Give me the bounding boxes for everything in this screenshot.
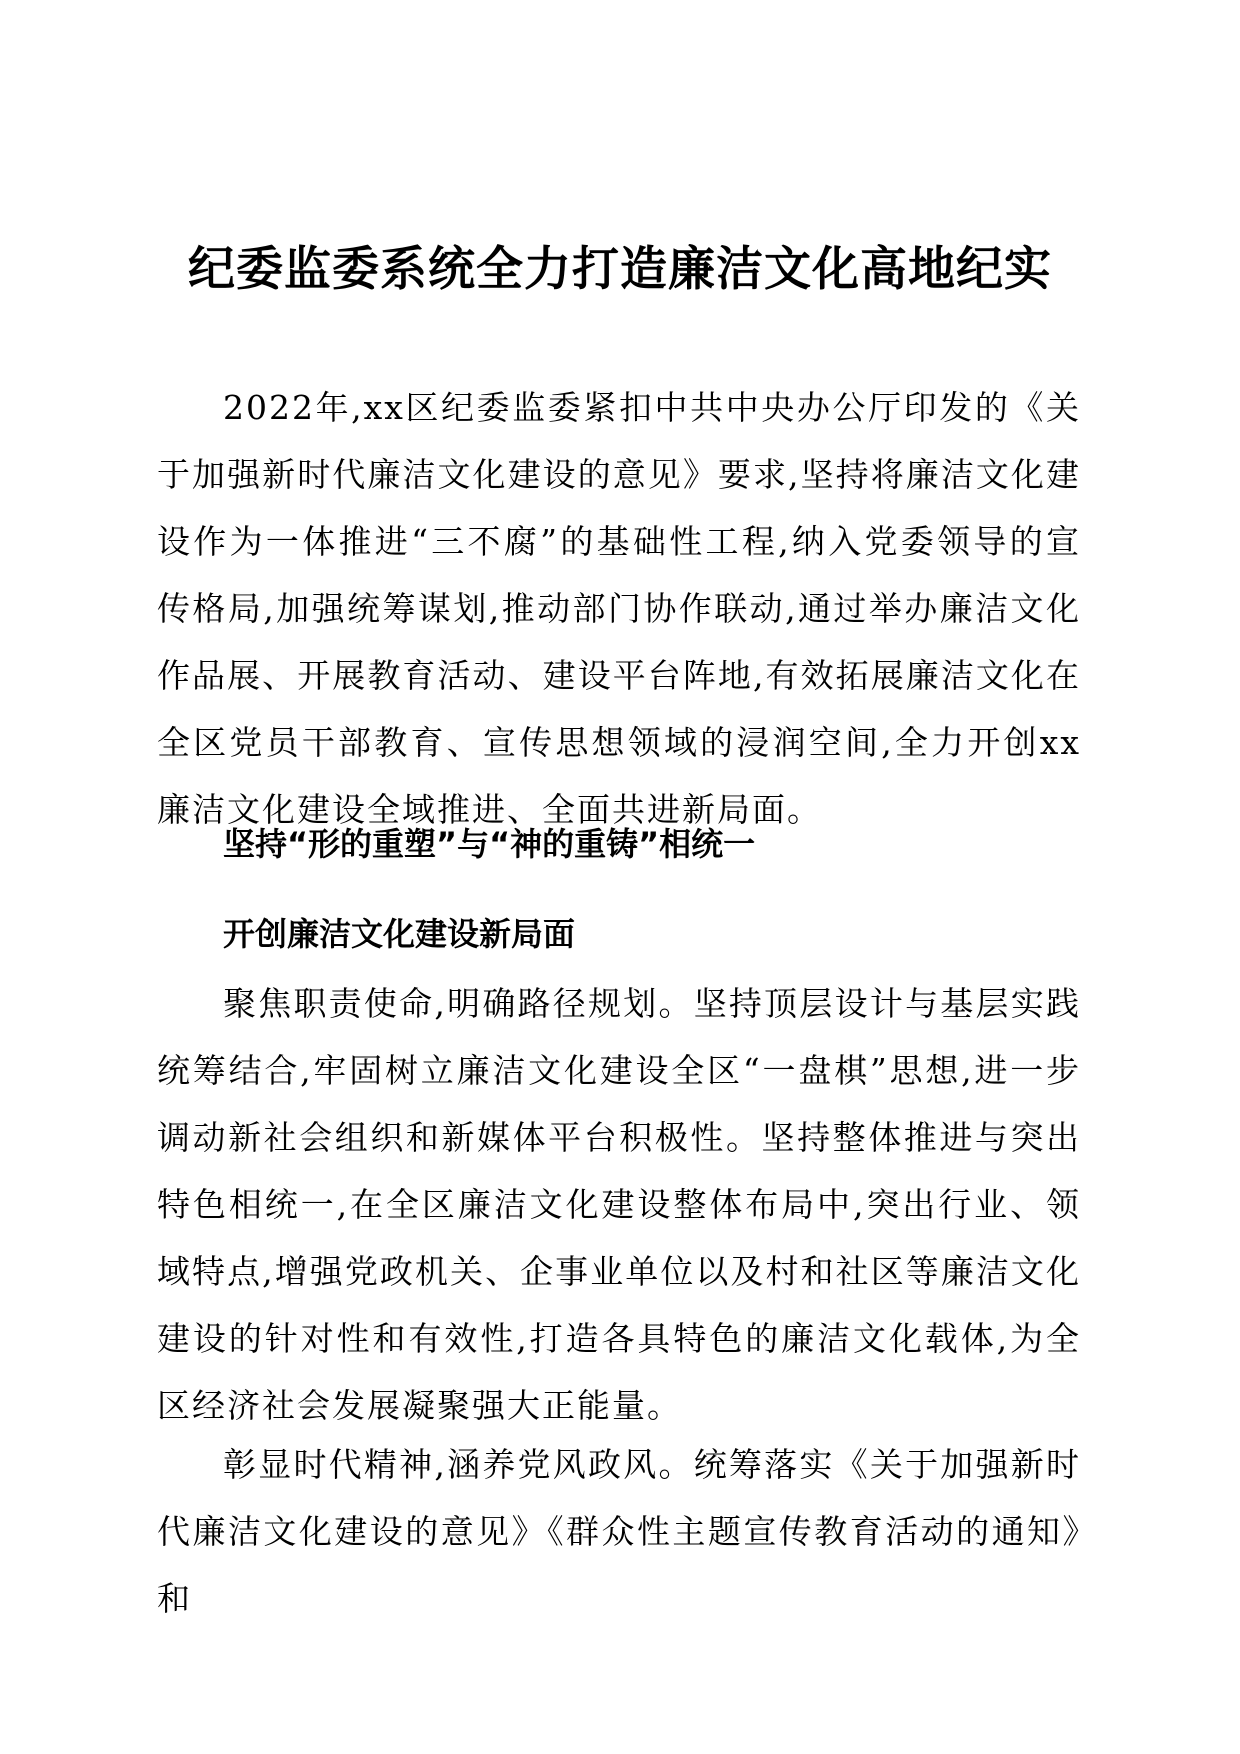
paragraph-duties: 聚焦职责使命,明确路径规划。坚持顶层设计与基层实践统筹结合,牢固树立廉洁文化建设全区“一盘棋”思想,进一步调动新社会组织和新媒体平台积极性。坚持整体推进与突出特色相统一,在全区廉洁文化建设整体布局中,突出行业、领域特点,增强党政机关、企事业单位以及村和社区等廉洁文化建设的针对性和有效性,打造各具特色的廉洁文化载体,为全区经济社会发展凝聚强大正能量。 [157, 984, 1081, 1425]
paragraph-intro: 2022年,xx区纪委监委紧扣中共中央办公厅印发的《关于加强新时代廉洁文化建设的意见》要求,坚持将廉洁文化建设作为一体推进“三不腐”的基础性工程,纳入党委领导的宣传格局,加强统筹谋划,推动部门协作联动,通过举办廉洁文化作品展、开展教育活动、建设平台阵地,有效拓展廉洁文化在全区党员干部教育、宣传思想领域的浸润空间,全力开创xx廉洁文化建设全域推进、全面共进新局面。 [157, 388, 1081, 829]
section-heading-line-2: 开创廉洁文化建设新局面 [223, 915, 576, 953]
paragraph-spirit: 彰显时代精神,涵养党风政风。统筹落实《关于加强新时代廉洁文化建设的意见》《群众性主题宣传教育活动的通知》和 [157, 1445, 1081, 1618]
section-heading-line-1: 坚持“形的重塑”与“神的重铸”相统一 [223, 825, 756, 863]
document-title: 纪委监委系统全力打造廉洁文化高地纪实 [188, 242, 1052, 297]
